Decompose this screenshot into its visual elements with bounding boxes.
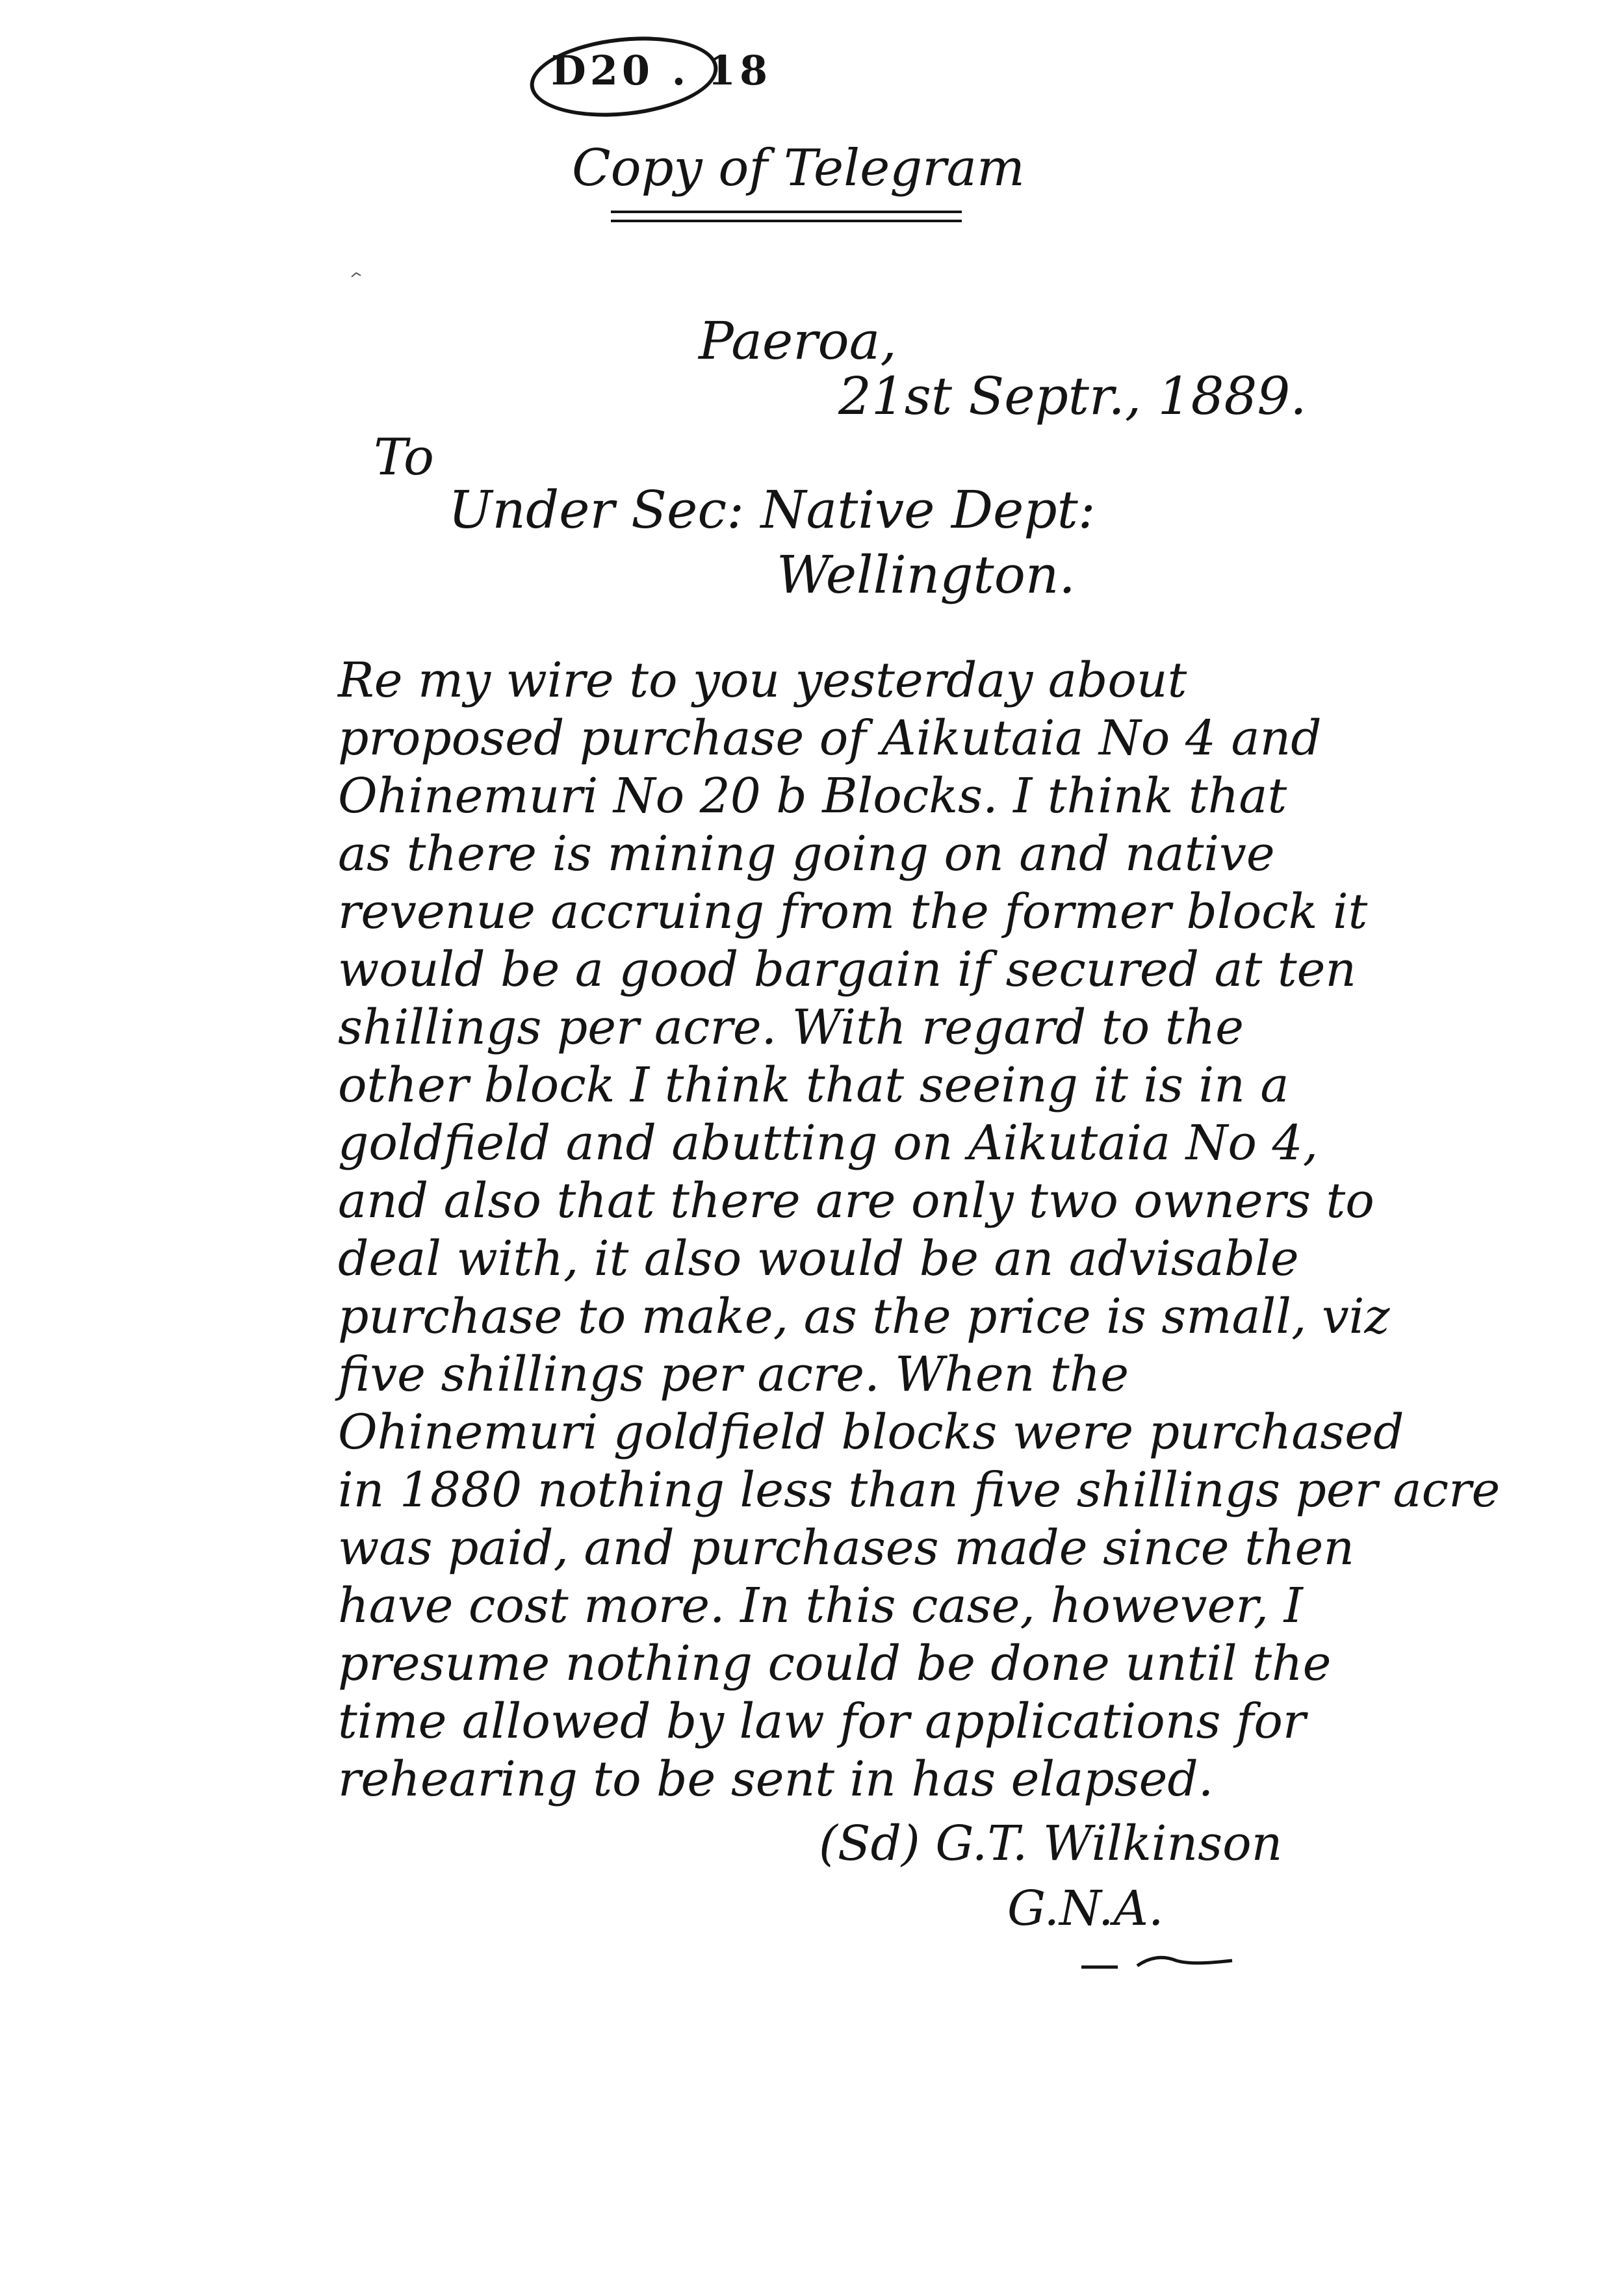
body-line: and also that there are only two owners to — [338, 1173, 1374, 1229]
body-line: would be a good bargain if secured at ten — [338, 942, 1357, 998]
body-line: was paid, and purchases made since then — [338, 1520, 1354, 1576]
body-line: Ohinemuri goldfield blocks were purchased — [338, 1404, 1404, 1460]
body-line: Re my wire to you yesterday about — [338, 652, 1187, 708]
body-line: purchase to make, as the price is small, viz — [338, 1289, 1390, 1345]
signature-flourish — [1079, 1953, 1235, 1972]
recipient-line-2: Wellington. — [777, 545, 1076, 605]
body-line: in 1880 nothing less than five shillings per acre — [338, 1462, 1501, 1518]
ink-speck — [351, 272, 361, 278]
body-line: proposed purchase of Aikutaia No 4 and — [338, 710, 1322, 766]
body-line: have cost more. In this case, however, I — [338, 1578, 1303, 1634]
body-line: presume nothing could be done until the — [338, 1636, 1332, 1692]
telegram-place: Paeroa, — [699, 311, 897, 371]
recipient-line-1: Under Sec: Native Dept: — [448, 480, 1096, 540]
body-line: shillings per acre. With regard to the — [338, 999, 1244, 1055]
body-line: Ohinemuri No 20 b Blocks. I think that — [338, 768, 1287, 824]
telegram-date: 21st Septr., 1889. — [838, 366, 1307, 426]
body-line: deal with, it also would be an advisable — [338, 1231, 1299, 1287]
document-reference: D20 . 18 — [551, 47, 772, 94]
body-line: revenue accruing from the former block it — [338, 884, 1368, 940]
title-underline-bottom — [611, 220, 962, 222]
document-title: Copy of Telegram — [572, 139, 1025, 198]
body-line: time allowed by law for applications for — [338, 1693, 1306, 1749]
signature-title: G.N.A. — [1007, 1881, 1164, 1937]
body-line: five shillings per acre. When the — [338, 1346, 1129, 1402]
title-underline-top — [611, 211, 962, 213]
body-line: as there is mining going on and native — [338, 826, 1275, 882]
signature-name: (Sd) G.T. Wilkinson — [819, 1816, 1283, 1872]
salutation: To — [374, 428, 434, 487]
body-line: other block I think that seeing it is in a — [338, 1057, 1289, 1113]
body-line: goldfield and abutting on Aikutaia No 4, — [338, 1115, 1319, 1171]
body-line: rehearing to be sent in has elapsed. — [338, 1751, 1214, 1807]
